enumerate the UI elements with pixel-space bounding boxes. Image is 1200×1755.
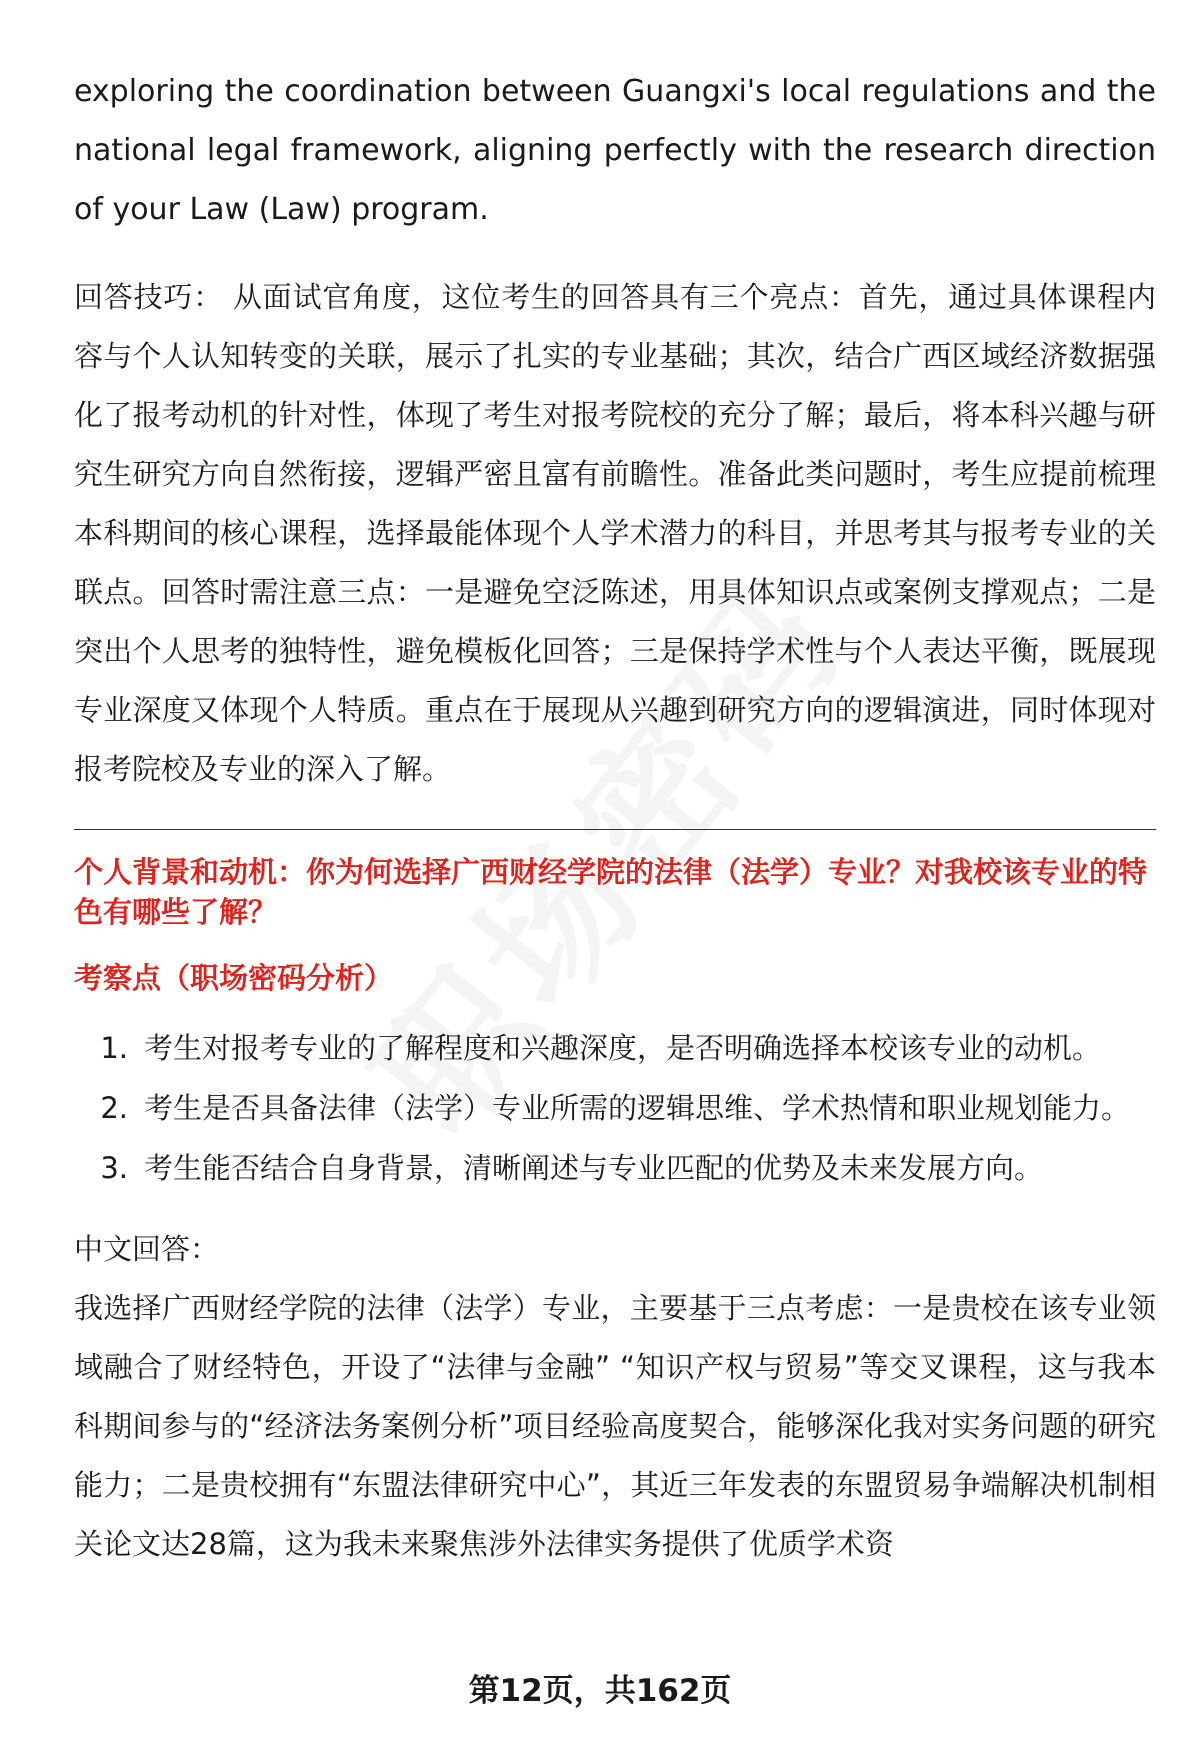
answer-paragraph: 我选择广西财经学院的法律（法学）专业，主要基于三点考虑：一是贵校在该专业领域融合了财经特色，开设了“法律与金融” “知识产权与贸易”等交叉课程，这与我本科期间参与的“经济法务案例分析”项目经验高度契合，能够深化我对实务问题的研究能力；二是贵校拥有“东盟法律研究中心”，其近三年发表的东盟贸易争端解决机制相关论文达28篇，这为我未来聚焦涉外法律实务提供了优质学术资 [74, 1291, 1156, 1561]
document-page [74, 62, 1156, 1574]
question-heading: 个人背景和动机：你为何选择广西财经学院的法律（法学）专业？对我校该专业的特色有哪些了解？ [74, 855, 1148, 929]
list-item-text: 考生能否结合自身背景，清晰阐述与专业匹配的优势及未来发展方向。 [144, 1151, 1044, 1185]
list-item-number: 2. [100, 1091, 128, 1125]
answer-label: 中文回答： [74, 1232, 220, 1266]
tips-paragraph: 回答技巧： 从面试官角度，这位考生的回答具有三个亮点：首先，通过具体课程内容与个人认知转变的关联，展示了扎实的专业基础；其次，结合广西区域经济数据强化了报考动机的针对性，体现了考生对报考院校的充分了解；最后，将本科兴趣与研究生研究方向自然衔接，逻辑严密且富有前瞻性。准备此类问题时，考生应提前梳理本科期间的核心课程，选择最能体现个人学术潜力的科目，并思考其与报考专业的关联点。回答时需注意三点：一是避免空泛陈述，用具体知识点或案例支撑观点；二是突出个人思考的独特性，避免模板化回答；三是保持学术性与个人表达平衡，既展现专业深度又体现个人特质。重点在于展现从兴趣到研究方向的逻辑演进，同时体现对报考院校及专业的深入了解。 [74, 280, 1156, 786]
assessment-points-list [74, 1018, 1156, 1198]
list-item-text: 考生是否具备法律（法学）专业所需的逻辑思维、学术热情和职业规划能力。 [144, 1091, 1131, 1125]
list-item-text: 考生对报考专业的了解程度和兴趣深度，是否明确选择本校该专业的动机。 [144, 1031, 1102, 1065]
list-item [74, 1018, 1156, 1078]
list-item [74, 1138, 1156, 1198]
page-number-footer: 第12页，共162页 [468, 1673, 732, 1709]
section-divider [74, 829, 1156, 830]
list-item-number: 3. [100, 1151, 128, 1185]
list-item [74, 1078, 1156, 1138]
english-paragraph: exploring the coordination between Guangxi's local regulations and the national legal framework, aligning perfectly with the research direction of your Law (Law) program. [74, 74, 1156, 227]
assessment-subheading: 考察点（职场密码分析） [74, 961, 394, 995]
list-item-number: 1. [100, 1031, 128, 1065]
